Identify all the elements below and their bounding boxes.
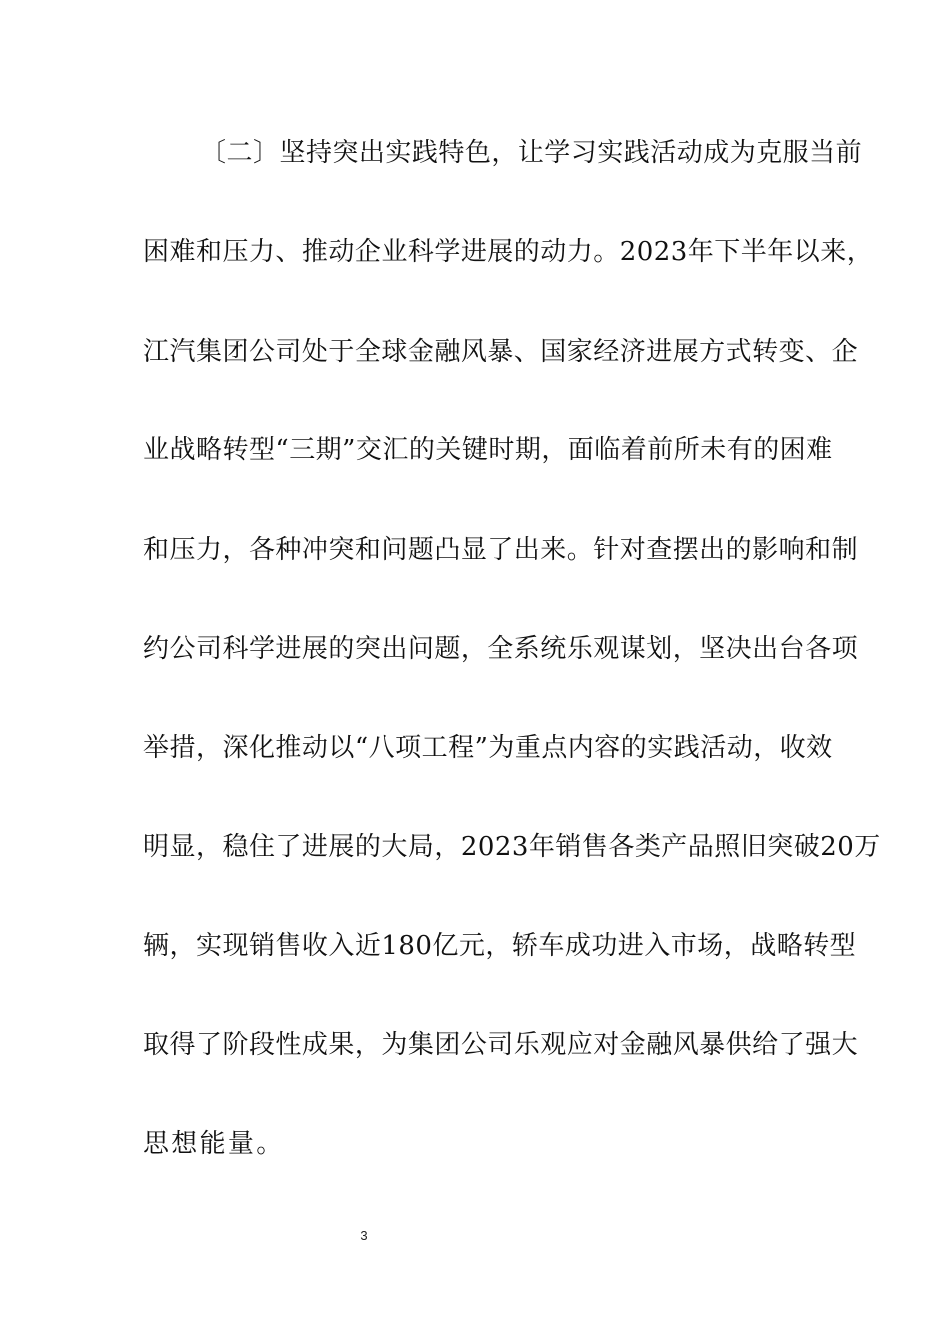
paragraph-line: 和 压 力 ， 各 种 冲 突 和 问 题 凸 显 了 出 来 。 针 对 查 摆 出 的 影 响 和 制 bbox=[143, 535, 858, 565]
paragraph-line: 思想能量。 bbox=[143, 1129, 285, 1159]
paragraph-line: 江 汽 集 团 公 司 处 于 全 球 金 融 风 暴 、 国 家 经 济 进 展 方 式 转 变 、 企 bbox=[143, 337, 858, 367]
paragraph-line: 辆 ， 实 现 销 售 收 入 近 1 8 0 亿 元 ， 轿 车 成 功 进 入 市 场 ， 战 略 转 型 bbox=[143, 931, 856, 961]
paragraph-line: 明 显 ， 稳 住 了 进 展 的 大 局 ， 2 0 2 3 年 销 售 各 类 产 品 照 旧 突 破 2 0 万 bbox=[143, 832, 881, 862]
paragraph-line: 业 战 略 转 型 “ 三 期 ” 交 汇 的 关 键 时 期 ， 面 临 着 前 所 未 有 的 困 难 bbox=[143, 435, 833, 465]
paragraph-line: 约 公 司 科 学 进 展 的 突 出 问 题 ， 全 系 统 乐 观 谋 划 ， 坚 决 出 台 各 项 bbox=[143, 634, 858, 664]
paragraph-line: 困 难 和 压 力 、 推 动 企 业 科 学 进 展 的 动 力 。 2 0 2 3 年 下 半 年 以 来 ， bbox=[143, 237, 873, 267]
paragraph-line: 取 得 了 阶 段 性 成 果 ， 为 集 团 公 司 乐 观 应 对 金 融 风 暴 供 给 了 强 大 bbox=[143, 1030, 858, 1060]
paragraph-line: 举 措 ， 深 化 推 动 以 “ 八 项 工 程 ” 为 重 点 内 容 的 实 践 活 动 ， 收 效 bbox=[143, 733, 833, 763]
page-number: 3 bbox=[360, 1228, 368, 1243]
paragraph-line: 〔 二 〕 坚 持 突 出 实 践 特 色 ， 让 学 习 实 践 活 动 成 为 克 服 当 前 bbox=[200, 138, 862, 168]
